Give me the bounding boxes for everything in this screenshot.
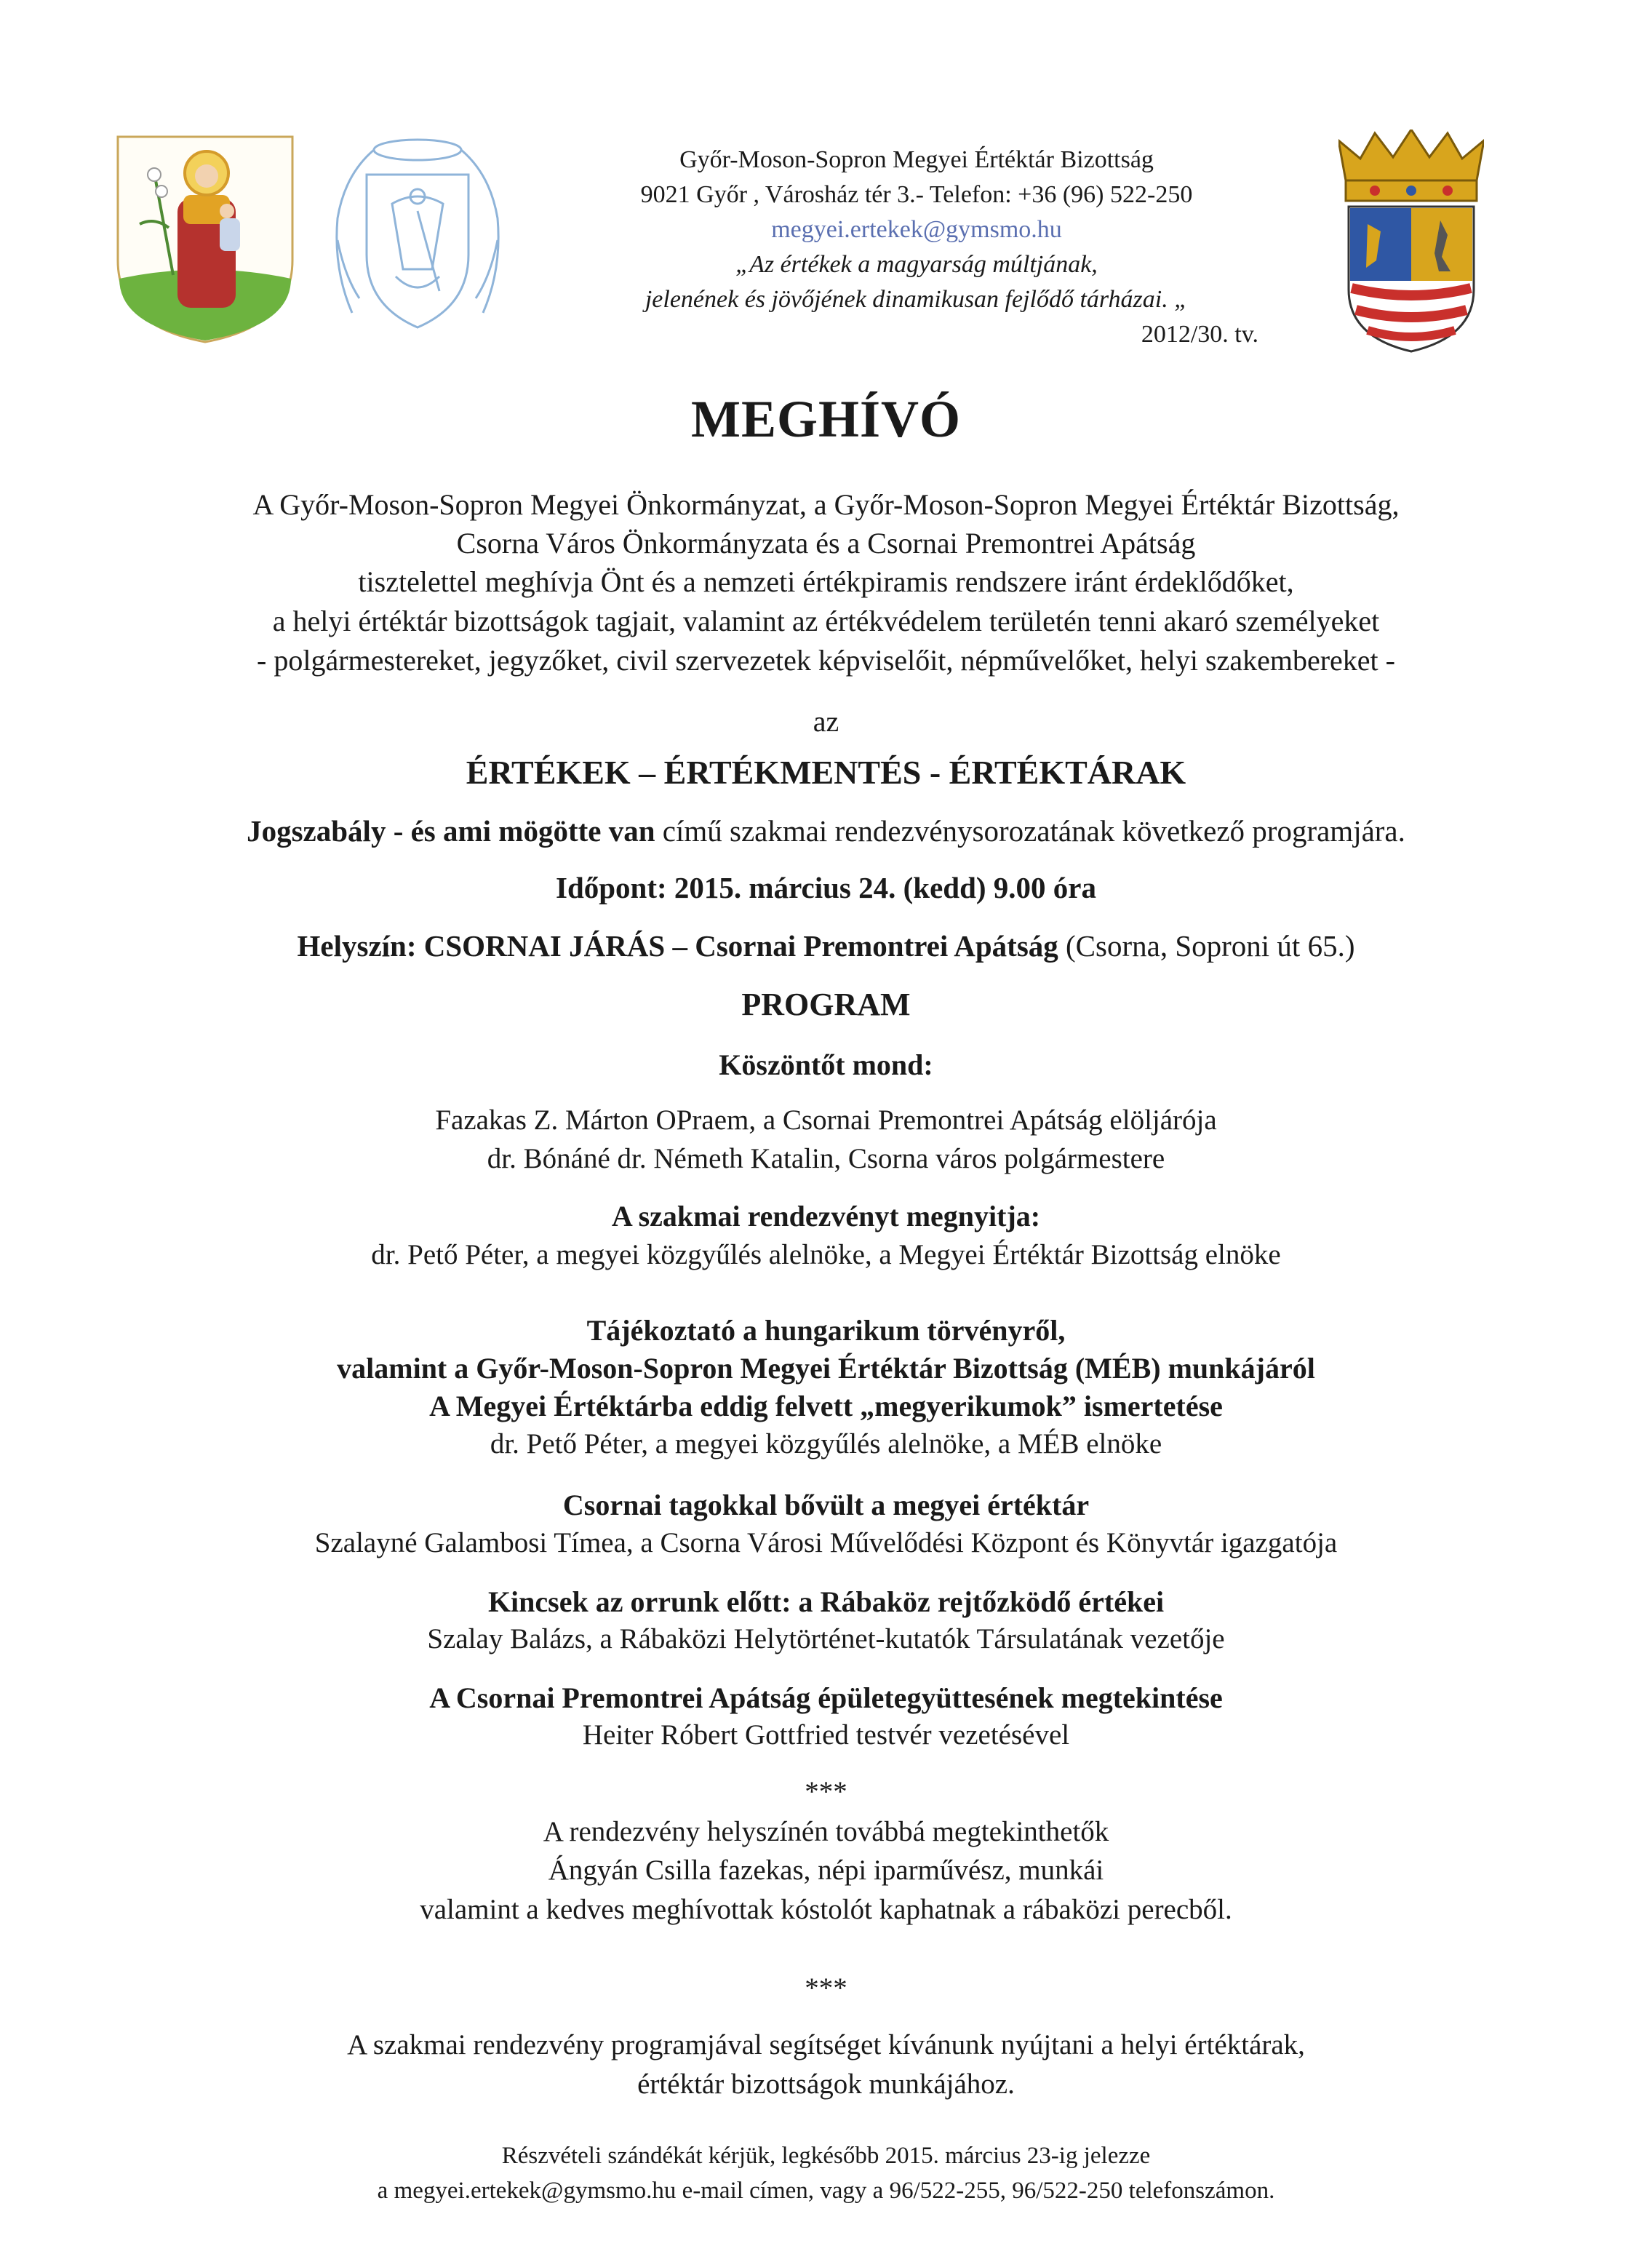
talk1-title: Tájékoztató a hungarikum törvényről, xyxy=(586,1314,1066,1347)
talk2-title: Csornai tagokkal bővült a megyei értéktár xyxy=(562,1489,1090,1521)
footer-line: Részvételi szándékát kérjük, legkésőbb 2015. március 23-ig jelezze xyxy=(501,2143,1151,2169)
quote-line-2: jelenének és jövőjének dinamikusan fejlődő tárházai. „ xyxy=(645,286,1189,313)
program-title: PROGRAM xyxy=(741,987,911,1022)
opening-head: A szakmai rendezvényt megnyitja: xyxy=(611,1200,1041,1232)
page-title: MEGHÍVÓ xyxy=(690,390,961,448)
event-place-rest: (Csorna, Soproni út 65.) xyxy=(1058,929,1355,963)
event-place xyxy=(0,928,1652,963)
greeting-head: Köszöntőt mond: xyxy=(719,1048,933,1081)
closing-line: A szakmai rendezvény programjával segítséget kívánunk nyújtani a helyi értéktárak, xyxy=(347,2029,1305,2060)
talk1-title: valamint a Győr-Moson-Sopron Megyei Értéktár Bizottság (MÉB) munkájáról xyxy=(337,1352,1315,1385)
intro-line: a helyi értéktár bizottságok tagjait, valamint az értékvédelem területén tenni akaró személyeket xyxy=(272,605,1380,637)
talk1-speaker: dr. Pető Péter, a megyei közgyűlés alelnöke, a MÉB elnöke xyxy=(490,1428,1162,1459)
opening-speaker: dr. Pető Péter, a megyei közgyűlés alelnöke, a Megyei Értéktár Bizottság elnöke xyxy=(371,1239,1281,1270)
extra-line: Ángyán Csilla fazekas, népi iparművész, munkái xyxy=(548,1855,1104,1886)
intro-line: Csorna Város Önkormányzata és a Csornai Premontrei Apátság xyxy=(456,527,1196,559)
abbey-coat-of-arms xyxy=(323,131,512,349)
intro-line: tisztelettel meghívja Önt és a nemzeti értékpiramis rendszere iránt érdeklődőket, xyxy=(358,565,1294,598)
az-text: az xyxy=(813,705,839,738)
series-title: ÉRTÉKEK – ÉRTÉKMENTÉS - ÉRTÉKTÁRAK xyxy=(466,754,1186,791)
org-email: megyei.ertekek@gymsmo.hu xyxy=(771,216,1062,243)
talk3-speaker: Szalay Balázs, a Rábaközi Helytörténet-kutatók Társulatának vezetője xyxy=(427,1623,1225,1654)
org-address: 9021 Győr , Városház tér 3.- Telefon: +36 (96) 522-250 xyxy=(640,181,1193,208)
extra-line: valamint a kedves meghívottak kóstolót kaphatnak a rábaközi perecből. xyxy=(420,1894,1232,1925)
talk1-title: A Megyei Értéktárba eddig felvett „megyerikumok” ismertetése xyxy=(429,1390,1223,1422)
org-name: Győr-Moson-Sopron Megyei Értéktár Bizottság xyxy=(679,146,1154,173)
intro-line: - polgármestereket, jegyzőket, civil szervezetek képviselőit, népművelőket, helyi szakembereket - xyxy=(257,644,1395,677)
csorna-coat-of-arms xyxy=(111,130,300,348)
series-subtitle xyxy=(0,813,1652,848)
county-coat-of-arms xyxy=(1338,130,1484,355)
quote-line-1: „Az értékek a magyarság múltjának, xyxy=(735,251,1098,278)
talk4-speaker: Heiter Róbert Gottfried testvér vezetésével xyxy=(582,1719,1070,1751)
letterhead xyxy=(553,143,1280,352)
separator: *** xyxy=(805,1972,847,2004)
separator: *** xyxy=(805,1776,847,1807)
talk3-title: Kincsek az orrunk előtt: a Rábaköz rejtőzködő értékei xyxy=(487,1585,1165,1618)
talk2-speaker: Szalayné Galambosi Tímea, a Csorna Városi Művelődési Központ és Könyvtár igazgatója xyxy=(314,1527,1338,1558)
series-subtitle-rest: című szakmai rendezvénysorozatának következő programjára. xyxy=(655,814,1405,848)
closing-line: értéktár bizottságok munkájához. xyxy=(637,2068,1015,2100)
law-reference: 2012/30. tv. xyxy=(1141,321,1258,348)
event-time: Időpont: 2015. március 24. (kedd) 9.00 óra xyxy=(556,871,1096,904)
event-place-bold: Helyszín: CSORNAI JÁRÁS – Csornai Premontrei Apátság xyxy=(297,929,1058,963)
greeting-speaker: dr. Bónáné dr. Németh Katalin, Csorna város polgármestere xyxy=(487,1143,1165,1174)
footer-line: a megyei.ertekek@gymsmo.hu e-mail címen, vagy a 96/522-255, 96/522-250 telefonszámon. xyxy=(377,2178,1275,2204)
intro-line: A Győr-Moson-Sopron Megyei Önkormányzat, a Győr-Moson-Sopron Megyei Értéktár Bizottság, xyxy=(252,488,1400,521)
greeting-speaker: Fazakas Z. Márton OPraem, a Csornai Premontrei Apátság elöljárója xyxy=(435,1104,1217,1136)
series-subtitle-bold: Jogszabály - és ami mögötte van xyxy=(247,814,655,848)
talk4-title: A Csornai Premontrei Apátság épületegyüttesének megtekintése xyxy=(429,1681,1223,1714)
extra-line: A rendezvény helyszínén továbbá megtekinthetők xyxy=(543,1816,1109,1847)
